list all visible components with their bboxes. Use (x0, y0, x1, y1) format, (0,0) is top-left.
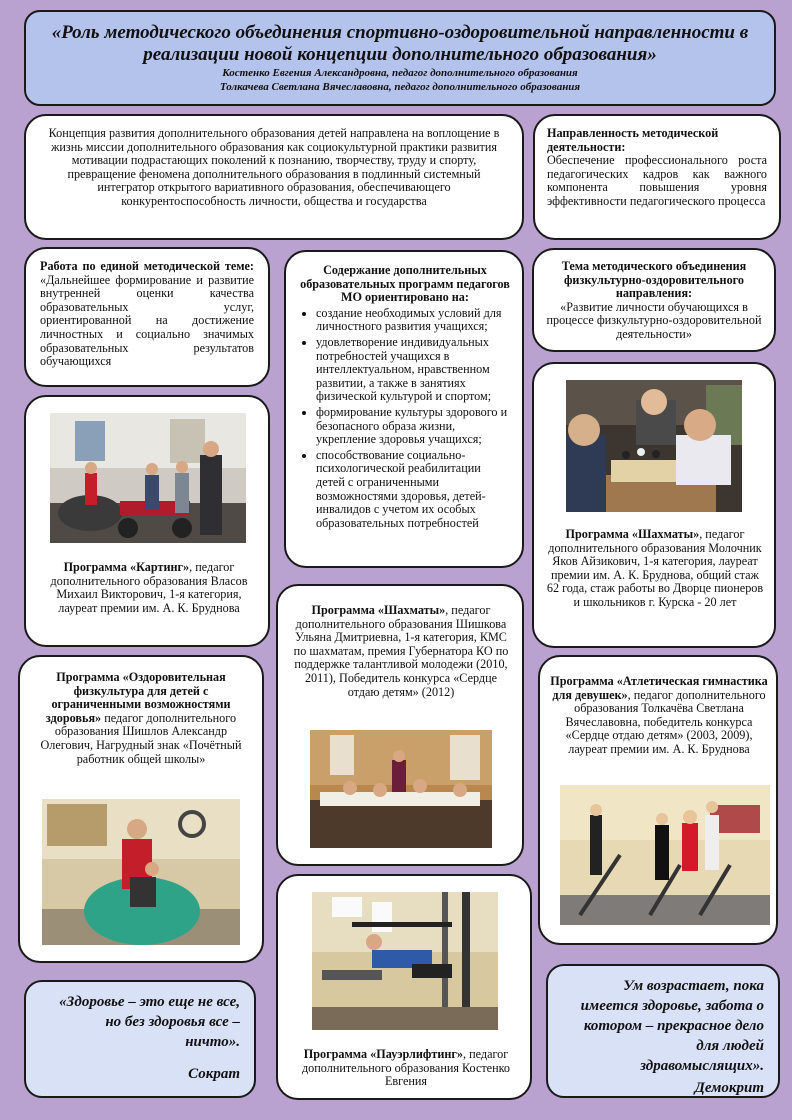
quote1-line2: но без здоровья все – (105, 1014, 240, 1030)
author-1: Костенко Евгения Александровна, педагог дополнительного образования (222, 67, 578, 79)
poster-title: «Роль методического объединения спортивно-оздоровительной направленности в реализации новой концепции дополнительного образования» (51, 22, 749, 65)
karting-card (24, 395, 270, 647)
chess2-photo (310, 730, 492, 848)
karting-name: Программа «Картинг» (63, 560, 190, 574)
athletic-name: Программа «Атлетическая гимнастика для девушек» (550, 674, 768, 702)
health-card (18, 655, 264, 963)
quote-democritus (546, 964, 780, 1098)
health-name: Программа «Оздоровительная физкультура для детей с ограниченными возможностями здоровья» (45, 670, 231, 725)
author-2: Толкачева Светлана Вячеславовна, педагог дополнительного образования (219, 81, 581, 93)
content-item: • удовлетворение индивидуальных потребностей учащихся в интеллектуальном, нравственном развитии, а также в занятиях физической культурой и спортом; (316, 336, 510, 404)
quote2-line4: для людей (696, 1038, 764, 1054)
chess2-card (276, 584, 524, 866)
concept-card (24, 114, 524, 240)
direction-card (533, 114, 781, 240)
quote1-author: Сократ (188, 1066, 240, 1082)
topic-card (532, 248, 776, 352)
content-item: • создание необходимых условий для личностного развития учащихся; (316, 307, 510, 334)
karting-text: , педагог дополнительного образования Власов Михаил Викторович, 1-я категория, лауреат премии им. А. К. Бруднова (50, 560, 248, 615)
power-name: Программа «Пауэрлифтинг» (303, 1047, 463, 1061)
karting-photo (50, 413, 246, 543)
quote1-line1: «Здоровье – это еще не все, (59, 994, 240, 1010)
quote1-line3: ничто». (185, 1034, 240, 1050)
power-card (276, 874, 532, 1100)
content-item: • формирование культуры здорового и безопасного образа жизни, укрепление здоровья учащихся; (316, 406, 510, 447)
power-photo (312, 892, 498, 1030)
content-title: Содержание дополнительных образовательных программ педагогов МО ориентировано на: (300, 263, 510, 305)
work-title: Работа по единой методической теме: (40, 259, 254, 273)
content-card (284, 250, 524, 568)
chess1-name: Программа «Шахматы» (565, 527, 700, 541)
quote-socrates (24, 980, 256, 1098)
work-text: «Дальнейшее формирование и развитие внутренней оценки качества образовательных услуг, ориентированной на достижение личностных и социально значимых образовательных результатов обучающихся (40, 272, 254, 369)
topic-text: «Развитие личности обучающихся в процессе физкультурно-оздоровительной деятельности» (546, 299, 762, 341)
athletic-text: , педагог дополнительного образования Толкачёва Светлана Вячеславовна, победитель конкурса «Сердце отдаю детям» (2003, 2009), лауреат премии им. А. К. Бруднова (565, 687, 766, 756)
work-card (24, 247, 270, 387)
direction-text: Обеспечение профессионального роста педагогических кадров как важного компонента повышения уровня эффективности педагогического процесса (547, 153, 767, 208)
chess2-name: Программа «Шахматы» (311, 603, 446, 617)
athletic-card (538, 655, 778, 945)
power-text: , педагог дополнительного образования Костенко Евгения (301, 1047, 511, 1089)
concept-text: Концепция развития дополнительного образования детей направлена на воплощение в жизнь миссии дополнительного образования как социокультурной практики развития мотивации подрастающих поколений к познанию, творчеству, труду и спорту, превращение феномена дополнительного образования в подлинный системный интегратор открытого вариативного образования, обеспечивающего конкурентоспособность личности, общества и государства (48, 126, 500, 208)
chess1-photo (566, 380, 742, 512)
quote2-line3: котором – прекрасное дело (583, 1018, 764, 1034)
chess2-text: , педагог дополнительного образования Шишкова Ульяна Дмитриевна, 1-я категория, КМС по шахматам, премия Губернатора КО по поддержке талантливой молодежи (2010, 2011), Победитель конкурса «Сердце отдаю детям» (2012) (293, 603, 509, 699)
quote2-line5: здравомыслящих». (640, 1058, 764, 1074)
content-list (300, 307, 510, 531)
quote2-author: Демокрит (694, 1080, 764, 1096)
athletic-photo (560, 785, 770, 925)
quote2-line2: имеется здоровье, забота о (580, 998, 764, 1014)
direction-title: Направленность методической деятельности: (547, 126, 719, 154)
header-banner (24, 10, 776, 106)
quote2-line1: Ум возрастает, пока (623, 978, 764, 994)
topic-title: Тема методического объединения физкультурно-оздоровительного направления: (561, 259, 747, 301)
content-item: • способствование социально-психологической реабилитации детей с ограниченными возможностями здоровья, детей-инвалидов с учетом их особых образовательных потребностей (316, 449, 510, 531)
chess1-text: , педагог дополнительного образования Молочник Яков Айзикович, 1-я категория, лауреат премии им. А. К. Бруднова, общий стаж 62 года, стаж работы во Дворце пионеров и школьников г. Курска - 20 лет (546, 527, 764, 609)
health-text: педагог дополнительного образования Шишлов Александр Олегович, Нагрудный знак «Почётный работник общей школы» (40, 710, 242, 766)
health-photo (42, 799, 240, 945)
chess1-card (532, 362, 776, 648)
